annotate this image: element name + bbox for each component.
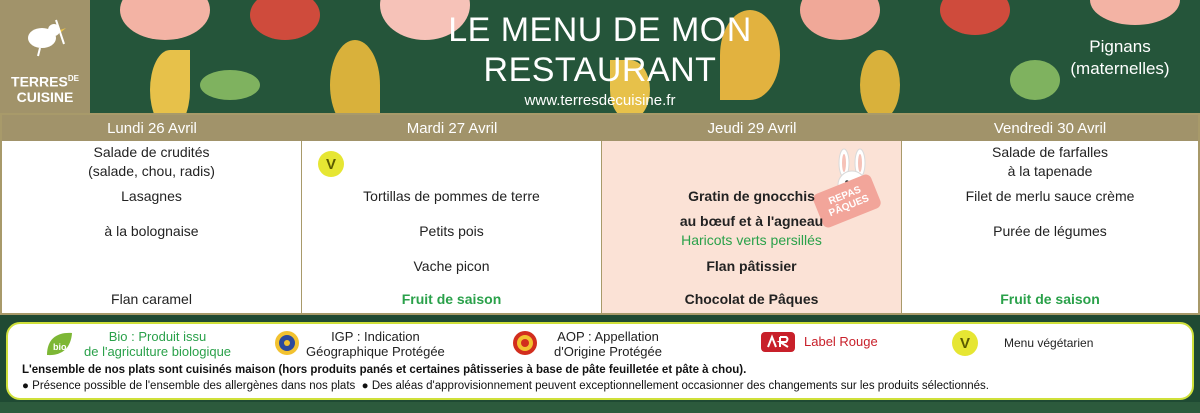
decorative-leaf [120, 0, 210, 40]
dish-side: Petits pois [419, 223, 484, 239]
dish-pastry: Flan pâtissier [706, 258, 797, 274]
legend-box [6, 322, 1194, 400]
dish-main-detail: à la bolognaise [104, 223, 199, 239]
dish-side: Purée de légumes [993, 223, 1107, 239]
dish-starter: Salade de crudités [93, 144, 210, 160]
day-header-monday: Lundi 26 Avril [2, 115, 302, 141]
legend-label-rouge: Label Rouge [804, 334, 878, 349]
decorative-leaf [1090, 0, 1180, 25]
day-header-tuesday: Mardi 27 Avril [302, 115, 602, 141]
header-banner [0, 0, 1200, 113]
dish-main-detail: au bœuf et à l'agneau [679, 213, 824, 229]
dish-main: Filet de merlu sauce crème [965, 188, 1135, 204]
vegetarian-badge: V [318, 151, 344, 177]
legend-vegetarian: Menu végétarien [1004, 336, 1094, 350]
decorative-leaf [330, 40, 380, 113]
homemade-note: L'ensemble de nos plats sont cuisinés maison (hors produits panés et certaines pâtisseries à base de pâte feuilletée et pâte à chou). [22, 364, 747, 376]
dish-dessert: Flan caramel [111, 291, 192, 307]
decorative-leaf [860, 50, 900, 113]
label-rouge-icon [760, 330, 796, 354]
easter-meal-tag: REPAS PÂQUES [812, 173, 883, 230]
day-header-thursday: Jeudi 29 Avril [602, 115, 902, 141]
bio-leaf-icon [44, 330, 74, 358]
dish-cheese: Vache picon [413, 258, 490, 274]
decorative-leaf [200, 70, 260, 100]
day-column-tuesday [302, 141, 602, 313]
brand-name: $TERRES^{DE}$ CUISINE [11, 74, 79, 105]
dish-dessert: Chocolat de Pâques [684, 291, 819, 307]
dish-main: Tortillas de pommes de terre [363, 188, 540, 204]
bullet-icon: ● [361, 380, 369, 392]
legend-bio: Bio : Produit issu de l'agriculture biologique [84, 329, 232, 359]
page-title: LE MENU DE MON RESTAURANT [448, 11, 752, 89]
allergens-note: ● Présence possible de l'ensemble des allergènes dans nos plats ● Des aléas d'approvisionnement peuvent exceptionnellement occasionner des changements sur les produits sélectionnés. [22, 380, 990, 392]
dish-dessert: Fruit de saison [401, 291, 502, 307]
legend-aop: AOP : Appellation d'Origine Protégée [554, 329, 662, 359]
brand-logo [0, 0, 90, 113]
svg-text:bio: bio [53, 342, 67, 352]
dish-main: Gratin de gnocchis [688, 188, 815, 204]
bird-icon [22, 14, 68, 60]
decorative-footer-strip [0, 402, 1200, 413]
day-column-thursday [602, 141, 902, 313]
decorative-leaf [800, 0, 880, 40]
decorative-leaf [250, 0, 320, 40]
day-header-friday: Vendredi 30 Avril [902, 115, 1198, 141]
vegetarian-badge: V [952, 330, 978, 356]
day-column-friday [902, 141, 1198, 313]
weekly-menu-table [0, 113, 1200, 315]
dish-starter: Salade de farfalles [992, 144, 1108, 160]
school-location: Pignans (maternelles) [1070, 37, 1170, 78]
decorative-leaf [940, 0, 1010, 35]
dish-side: Haricots verts persillés [681, 232, 822, 248]
dish-dessert: Fruit de saison [1000, 291, 1100, 307]
legend-igp: IGP : Indication Géographique Protégée [306, 329, 445, 359]
bullet-icon: ● [22, 380, 29, 392]
website-link[interactable]: www.terresdecuisine.fr [524, 92, 676, 109]
day-column-monday [2, 141, 302, 313]
decorative-leaf [150, 50, 190, 113]
dish-starter-detail: (salade, chou, radis) [88, 163, 215, 179]
dish-main: Lasagnes [121, 188, 182, 204]
dish-starter-detail: à la tapenade [1007, 163, 1093, 179]
aop-seal-icon [512, 330, 538, 356]
igp-seal-icon [274, 330, 300, 356]
